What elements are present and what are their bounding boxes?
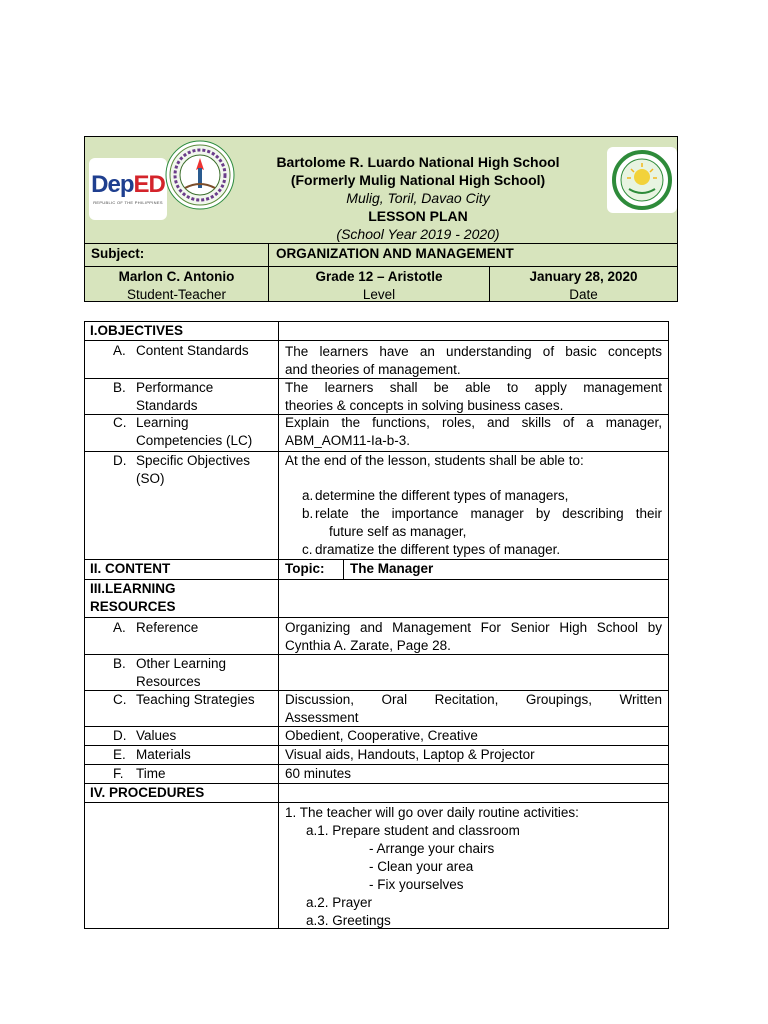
objectives-heading-row xyxy=(85,322,668,341)
learning-competencies-label: Learning xyxy=(136,415,189,430)
procedure-line: 1. The teacher will go over daily routine activities: xyxy=(285,805,579,820)
level-label: Level xyxy=(362,287,396,302)
materials-label: Materials xyxy=(136,747,191,762)
teaching-strategies-value: Discussion, Oral Recitation, Groupings, Written Assessment xyxy=(285,692,662,725)
school-info xyxy=(235,153,601,243)
other-resources-row: B. Other Learning Resources xyxy=(85,655,668,691)
item-letter: A. xyxy=(113,343,126,358)
subject-label: Subject: xyxy=(91,246,145,261)
date-label: Date xyxy=(569,287,598,302)
teaching-strategies-row: C. Teaching Strategies Discussion, Oral Recitation, Groupings, Written Assessment xyxy=(85,691,668,727)
so-item: b. relate the importance manager by describing their future self as manager, xyxy=(302,506,662,539)
reference-row: A. Reference Organizing and Management For Senior High School by Cynthia A. Zarate, Page 28. xyxy=(85,618,668,655)
lesson-plan-header xyxy=(84,136,678,302)
school-seal-icon xyxy=(607,147,677,213)
subject-row xyxy=(85,243,677,267)
content-standards-label: Content Standards xyxy=(136,343,249,358)
procedures-heading-row xyxy=(85,784,668,803)
teaching-strategies-label: Teaching Strategies xyxy=(136,692,255,707)
procedure-line: - Fix yourselves xyxy=(369,877,464,892)
school-address: Mulig, Toril, Davao City xyxy=(346,190,490,206)
teacher-grade-date-row xyxy=(85,267,677,301)
date-cell xyxy=(489,267,677,301)
reference-label: Reference xyxy=(136,620,199,635)
learning-competencies-row: C. Learning Competencies (LC) Explain the functions, roles, and skills of a manager, ABM_AOM11-Ia-b-3. xyxy=(85,415,668,452)
specific-objectives-label: Specific Objectives xyxy=(136,453,251,468)
header-title-block xyxy=(85,137,677,244)
content-standards-value: The learners have an understanding of basic concepts and theories of management. xyxy=(285,344,662,377)
content-title: II. CONTENT xyxy=(90,561,171,576)
so-intro: At the end of the lesson, students shall be able to: xyxy=(285,453,584,468)
values-label: Values xyxy=(136,728,177,743)
topic-label: Topic: xyxy=(279,560,344,579)
performance-standards-value: The learners shall be able to apply management theories & concepts in solving business cases. xyxy=(285,380,662,413)
content-row xyxy=(85,560,668,580)
objectives-title: I.OBJECTIVES xyxy=(90,323,184,338)
grade-level: Grade 12 – Aristotle xyxy=(315,269,443,284)
procedure-line: a.1. Prepare student and classroom xyxy=(306,823,520,838)
lesson-plan-table xyxy=(84,321,669,929)
specific-objectives-row: D. Specific Objectives (SO) At the end of the lesson, students shall be able to: a. determine the different types of managers, b. relate the importance manager by describing their future self as manager, c. dramatize the different types of manager. xyxy=(85,452,668,560)
lesson-date: January 28, 2020 xyxy=(529,269,638,284)
values-row: D. Values Obedient, Cooperative, Creative xyxy=(85,727,668,746)
content-standards-row xyxy=(85,341,668,378)
values-value: Obedient, Cooperative, Creative xyxy=(285,728,478,743)
topic-cell xyxy=(279,560,668,579)
procedures-row xyxy=(85,803,668,928)
procedure-line: a.2. Prayer xyxy=(306,895,373,910)
deped-logo-word: DepED xyxy=(91,171,165,198)
time-value: 60 minutes xyxy=(285,766,352,781)
procedures-value xyxy=(279,804,668,930)
deped-logo xyxy=(89,158,167,220)
grade-cell xyxy=(268,267,489,301)
time-label: Time xyxy=(136,766,166,781)
reference-value: Organizing and Management For Senior High School by Cynthia A. Zarate, Page 28. xyxy=(285,620,662,653)
topic-value: The Manager xyxy=(350,561,434,576)
school-name: Bartolome R. Luardo National High School xyxy=(276,154,560,170)
materials-row: E. Materials Visual aids, Handouts, Laptop & Projector xyxy=(85,746,668,765)
teacher-name: Marlon C. Antonio xyxy=(118,269,235,284)
performance-standards-label: Performance xyxy=(136,380,214,395)
davao-division-seal-icon xyxy=(165,140,235,210)
other-resources-label: Other Learning xyxy=(136,656,227,671)
materials-value: Visual aids, Handouts, Laptop & Projector xyxy=(285,747,535,762)
specific-objectives-value xyxy=(279,452,668,559)
resources-title: III.LEARNING xyxy=(90,581,176,596)
procedures-title: IV. PROCEDURES xyxy=(90,785,205,800)
teacher-role: Student-Teacher xyxy=(126,287,227,302)
deped-logo-caption: REPUBLIC OF THE PHILIPPINES xyxy=(93,200,163,205)
resources-heading-row: III.LEARNING RESOURCES xyxy=(85,580,668,618)
teacher-cell xyxy=(85,267,268,301)
so-item: c. dramatize the different types of manager. xyxy=(302,542,561,557)
former-school-name: (Formerly Mulig National High School) xyxy=(290,172,546,188)
subject-value: ORGANIZATION AND MANAGEMENT xyxy=(268,243,677,266)
procedure-line: a.3. Greetings xyxy=(306,913,391,928)
school-year: (School Year 2019 - 2020) xyxy=(336,226,500,242)
procedure-line: - Clean your area xyxy=(369,859,474,874)
learning-competencies-value: Explain the functions, roles, and skills of a manager, ABM_AOM11-Ia-b-3. xyxy=(285,415,662,448)
so-item: a. determine the different types of managers, xyxy=(302,488,569,503)
performance-standards-row: B. Performance Standards The learners shall be able to apply management theories & concepts in solving business cases. xyxy=(85,378,668,415)
document-title: LESSON PLAN xyxy=(368,208,468,224)
time-row: F. Time 60 minutes xyxy=(85,765,668,784)
procedure-line: - Arrange your chairs xyxy=(369,841,495,856)
